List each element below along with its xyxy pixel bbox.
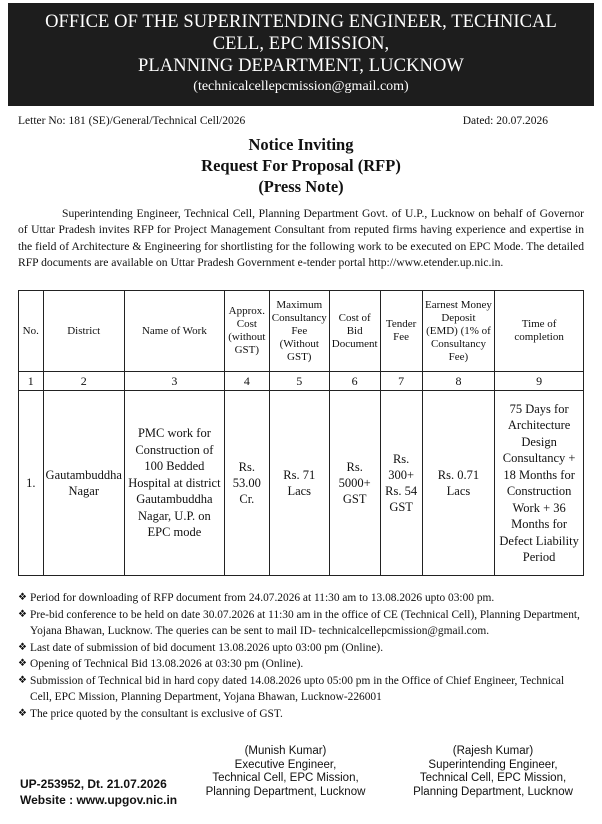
title-rfp: Request For Proposal (RFP) bbox=[201, 156, 401, 175]
letter-meta bbox=[18, 115, 584, 127]
intro-text: Superintending Engineer, Technical Cell, Planning Department Govt. of U.P., Lucknow on behalf of Governor of Uttar Pradesh invites RFP for Project Management Consultant from reputed firms having experience and expertise in the field of Architecture & Engineering for shortlisting for the following work to be executed on EPC Mode. The detailed RFP documents are available on Uttar Pradesh Government e-tender portal http://www.etender.up.nic.in. bbox=[18, 207, 584, 269]
cell-bid-cost: Rs. 5000+ GST bbox=[329, 391, 380, 576]
terms-list bbox=[18, 590, 588, 722]
intro-paragraph bbox=[18, 206, 584, 271]
header-line-1: OFFICE OF THE SUPERINTENDING ENGINEER, TECHNICAL bbox=[45, 12, 557, 32]
column-number: 4 bbox=[224, 372, 269, 391]
diamond-bullet-icon: ❖ bbox=[18, 592, 27, 603]
cell-cost: Rs. 53.00 Cr. bbox=[224, 391, 269, 576]
letter-date: Dated: 20.07.2026 bbox=[462, 115, 548, 127]
diamond-bullet-icon: ❖ bbox=[18, 641, 27, 653]
cell-fee: Rs. 71 Lacs bbox=[269, 391, 329, 576]
cell-tender-fee: Rs. 300+ Rs. 54 GST bbox=[380, 391, 422, 576]
header-time: Time of completion bbox=[495, 291, 584, 372]
title-notice-inviting: Notice Inviting bbox=[248, 135, 354, 154]
column-number: 2 bbox=[43, 372, 124, 391]
column-number: 9 bbox=[495, 372, 584, 391]
column-number: 5 bbox=[269, 372, 329, 391]
diamond-bullet-icon: ❖ bbox=[18, 658, 27, 669]
header-line-2: CELL, EPC MISSION, bbox=[212, 34, 390, 54]
title-press-note: (Press Note) bbox=[258, 177, 344, 196]
list-item: ❖ Submission of Technical bid in hard copy dated 14.08.2026 upto 05:00 pm in the Office of Chief Engineer, Technical Cell, EPC Mission, Planning Department, Yojana Bhawan, Lucknow-226001 bbox=[18, 674, 565, 703]
release-code: UP-253952, Dt. 21.07.2026 bbox=[20, 777, 167, 791]
header-tender-fee: Tender Fee bbox=[380, 291, 422, 372]
signatory-office: Technical Cell, EPC Mission, bbox=[419, 772, 567, 784]
letter-number: Letter No: 181 (SE)/General/Technical Cell/2026 bbox=[18, 115, 246, 127]
signatory-department: Planning Department, Lucknow bbox=[413, 785, 573, 798]
notice-titles bbox=[0, 134, 602, 197]
signatory-designation: Superintending Engineer, bbox=[428, 758, 558, 771]
list-item: ❖ Period for downloading of RFP document from 24.07.2026 at 11:30 am to 13.08.2026 upto 03:00 pm. bbox=[18, 590, 588, 607]
signatory-office: Technical Cell, EPC Mission, bbox=[212, 772, 359, 784]
works-table bbox=[18, 290, 584, 576]
signatory-superintending-engineer bbox=[402, 745, 584, 799]
header-email: (technicalcellepcmission@gmail.com) bbox=[193, 79, 409, 94]
header-bid-cost: Cost of Bid Document bbox=[329, 291, 380, 372]
header-no: No. bbox=[19, 291, 44, 372]
list-item: ❖ Last date of submission of bid document 13.08.2026 upto 03:00 pm (Online). bbox=[18, 640, 588, 657]
cell-district: Gautambuddha Nagar bbox=[43, 391, 124, 576]
signatory-executive-engineer bbox=[198, 745, 373, 799]
header-approx-cost: Approx. Cost (without GST) bbox=[224, 291, 269, 372]
website-text: Website : www.upgov.nic.in bbox=[20, 793, 178, 807]
signatory-name: (Rajesh Kumar) bbox=[452, 745, 534, 757]
column-number: 1 bbox=[19, 372, 44, 391]
diamond-bullet-icon: ❖ bbox=[18, 674, 27, 686]
signatory-name: (Munish Kumar) bbox=[244, 745, 327, 757]
table-row bbox=[19, 391, 584, 576]
cell-time: 75 Days for Architecture Design Consultancy + 18 Months for Construction Work + 36 Months for Defect Liability Period bbox=[495, 391, 584, 576]
cell-no: 1. bbox=[19, 391, 44, 576]
list-item: ❖ The price quoted by the consultant is exclusive of GST. bbox=[18, 706, 588, 723]
signatory-department: Planning Department, Lucknow bbox=[205, 785, 366, 798]
signatory-designation: Executive Engineer, bbox=[234, 758, 337, 771]
column-number: 6 bbox=[329, 372, 380, 391]
column-number: 7 bbox=[380, 372, 422, 391]
diamond-bullet-icon: ❖ bbox=[18, 608, 27, 620]
header-emd: Earnest Money Deposit (EMD) (1% of Consultancy Fee) bbox=[422, 291, 495, 372]
diamond-bullet-icon: ❖ bbox=[18, 707, 27, 719]
list-item: ❖ Pre-bid conference to be held on date 30.07.2026 at 11:30 am in the office of CE (Technical Cell), Planning Department, Yojana Bhawan, Lucknow. The queries can be sent to mail ID- technicalcellepcmission@gmail.com. bbox=[18, 608, 580, 637]
table-header-row bbox=[19, 291, 584, 372]
column-number-row bbox=[19, 372, 584, 391]
header-name-of-work: Name of Work bbox=[124, 291, 224, 372]
header-max-fee: Maximum Consultancy Fee (Without GST) bbox=[269, 291, 329, 372]
cell-work: PMC work for Construction of 100 Bedded Hospital at district Gautambuddha Nagar, U.P. on EPC mode bbox=[124, 391, 224, 576]
list-item: ❖ Opening of Technical Bid 13.08.2026 at 03:30 pm (Online). bbox=[18, 656, 588, 673]
cell-emd: Rs. 0.71 Lacs bbox=[422, 391, 495, 576]
header-district: District bbox=[43, 291, 124, 372]
office-header bbox=[8, 3, 594, 106]
column-number: 8 bbox=[422, 372, 495, 391]
column-number: 3 bbox=[124, 372, 224, 391]
header-line-3: PLANNING DEPARTMENT, LUCKNOW bbox=[138, 56, 464, 76]
release-footer bbox=[20, 776, 177, 808]
